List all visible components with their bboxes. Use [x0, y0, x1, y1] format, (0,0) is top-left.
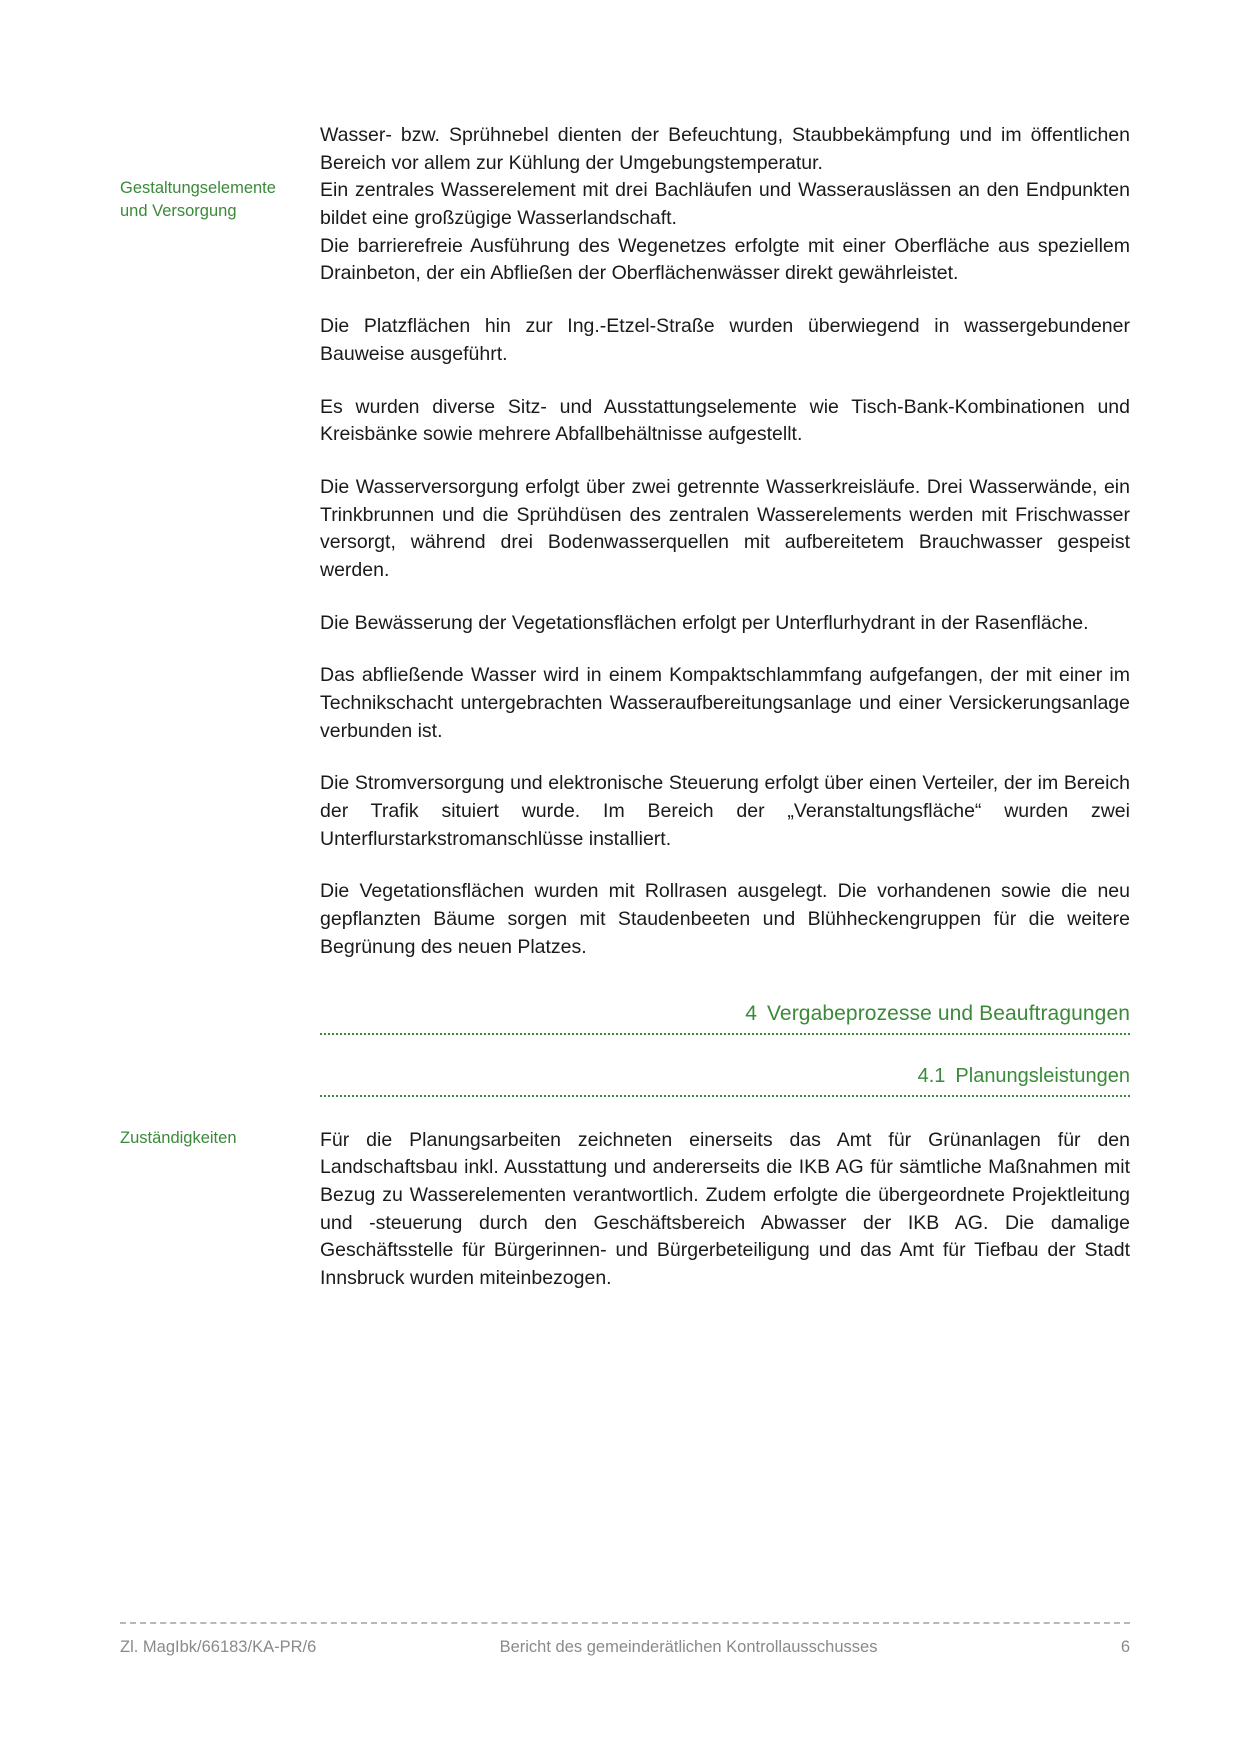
paragraph: Die Bewässerung der Vegetationsflächen erfolgt per Unterflurhydrant in der Rasenfläche.	[320, 611, 1089, 634]
paragraph-intro: Wasser- bzw. Sprühnebel dienten der Befeuchtung, Staubbekämpfung und im öffentlichen Bereich vor allem zur Kühlung der Umgebungstemperatur.	[320, 124, 1130, 174]
body-column-heading	[320, 1002, 1130, 1127]
paragraph: Die Platzflächen hin zur Ing.-Etzel-Straße wurden überwiegend in wassergebundener Bauweise ausgeführt.	[320, 315, 1130, 365]
subsection-heading	[320, 1065, 1130, 1095]
body-column-section	[320, 1127, 1130, 1293]
paragraph-section: Für die Planungsarbeiten zeichneten einerseits das Amt für Grünanlagen für den Landschaftsbau inkl. Ausstattung und andererseits die IKB AG für sämtliche Maßnahmen mit Bezug zu Wasserelementen verantwortlich. Zudem erfolgte die übergeordnete Projektleitung und -steuerung durch den Geschäftsbereich Abwasser der IKB AG. Die damalige Geschäftsstelle für Bürgerinnen- und Bürgerbeteiligung und das Amt für Tiefbau der Stadt Innsbruck wurden miteinbezogen.	[320, 1128, 1130, 1289]
section-heading	[320, 1002, 1130, 1033]
page-content	[120, 122, 1130, 1293]
paragraph: Das abfließende Wasser wird in einem Kompaktschlammfang aufgefangen, der mit einer im Technikschacht untergebrachten Wasseraufbereitungsanlage und einer Versickerungsanlage verbunden ist.	[320, 664, 1130, 742]
content-row-intro	[120, 122, 1130, 177]
footer-divider	[120, 1622, 1130, 1624]
footer-row	[120, 1638, 1130, 1657]
paragraph: Ein zentrales Wasserelement mit drei Bachläufen und Wasserauslässen an den Endpunkten bildet eine großzügige Wasserlandschaft.	[320, 179, 1130, 230]
content-row-1	[120, 177, 1130, 232]
body-column-1	[320, 177, 1130, 232]
subsection-heading-number: 4.1	[917, 1064, 946, 1087]
content-row-section	[120, 1127, 1130, 1293]
subsection-heading-text: Planungsleistungen	[955, 1064, 1130, 1087]
paragraph: Die Stromversorgung und elektronische Steuerung erfolgt über einen Verteiler, der im Bereich der Trafik situiert wurde. Im Bereich der „Veranstaltungsfläche“ wurden zwei Unterflurstarkstromanschlüsse installiert.	[320, 772, 1130, 850]
margin-note-gestaltungselemente: Gestaltungselemente und Versorgung	[120, 179, 276, 221]
page-footer	[120, 1622, 1130, 1657]
body-column-2	[320, 233, 1130, 962]
footer-page-number: 6	[1120, 1638, 1130, 1656]
section-heading-number: 4	[745, 1001, 757, 1025]
paragraph: Die barrierefreie Ausführung des Wegenetzes erfolgte mit einer Oberfläche aus speziellem Drainbeton, der ein Abfließen der Oberflächenwässer direkt gewährleistet.	[320, 234, 1130, 285]
section-heading-text: Vergabeprozesse und Beauftragungen	[766, 1001, 1130, 1025]
body-column-intro	[320, 122, 1130, 177]
footer-title: Bericht des gemeinderätlichen Kontrollausschusses	[499, 1638, 878, 1656]
content-row-heading	[120, 1002, 1130, 1127]
subsection-heading-rule	[320, 1095, 1130, 1097]
paragraph: Es wurden diverse Sitz- und Ausstattungselemente wie Tisch-Bank-Kombinationen und Kreisbänke sowie mehrere Abfallbehältnisse aufgestellt.	[320, 395, 1130, 446]
margin-note-zustaendigkeiten: Zuständigkeiten	[120, 1128, 237, 1147]
content-row-2	[120, 233, 1130, 962]
footer-reference: Zl. MagIbk/66183/KA-PR/6	[120, 1638, 317, 1656]
paragraph: Die Vegetationsflächen wurden mit Rollrasen ausgelegt. Die vorhandenen sowie die neu gepflanzten Bäume sorgen mit Staudenbeeten und Blühheckengruppen für die weitere Begrünung des neuen Platzes.	[320, 880, 1130, 958]
section-heading-rule	[320, 1033, 1130, 1035]
paragraph: Die Wasserversorgung erfolgt über zwei getrennte Wasserkreisläufe. Drei Wasserwände, ein Trinkbrunnen und die Sprühdüsen des zentralen Wasserelements werden mit Frischwasser versorgt, während drei Bodenwasserquellen mit aufbereitetem Brauchwasser gespeist werden.	[320, 475, 1130, 581]
